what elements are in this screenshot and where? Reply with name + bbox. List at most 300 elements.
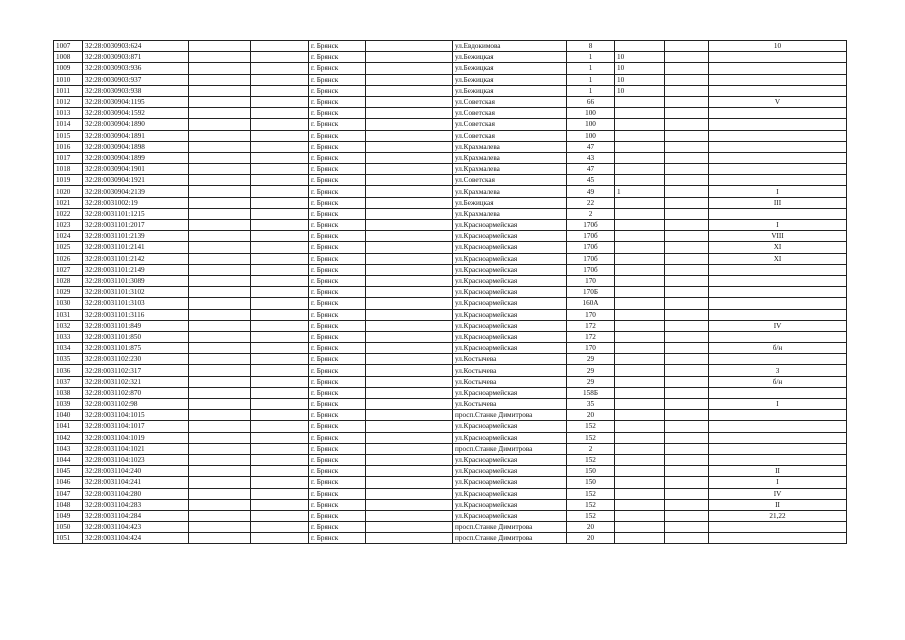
apartment-cell: [615, 410, 665, 421]
table-row: [54, 197, 847, 208]
city-cell: г. Брянск: [309, 108, 366, 119]
city-cell: г. Брянск: [309, 119, 366, 130]
empty-cell: [366, 264, 453, 275]
empty-cell: [665, 52, 709, 63]
city-cell: г. Брянск: [309, 533, 366, 544]
empty-cell: [366, 208, 453, 219]
empty-cell: [251, 264, 309, 275]
room-mark-cell: 3: [709, 365, 847, 376]
cadastral-number-cell: 32:28:0030903:938: [83, 85, 189, 96]
cadastral-number-cell: 32:28:0031102:321: [83, 376, 189, 387]
empty-cell: [251, 108, 309, 119]
empty-cell: [366, 108, 453, 119]
empty-cell: [251, 320, 309, 331]
room-mark-cell: [709, 141, 847, 152]
row-number-cell: 1010: [54, 74, 83, 85]
city-cell: г. Брянск: [309, 454, 366, 465]
empty-cell: [189, 164, 251, 175]
empty-cell: [366, 376, 453, 387]
city-cell: г. Брянск: [309, 421, 366, 432]
apartment-cell: [615, 164, 665, 175]
city-cell: г. Брянск: [309, 354, 366, 365]
house-number-cell: 43: [567, 152, 615, 163]
table-row: [54, 52, 847, 63]
empty-cell: [189, 320, 251, 331]
room-mark-cell: [709, 264, 847, 275]
apartment-cell: [615, 399, 665, 410]
cadastral-number-cell: 32:28:0030904:2139: [83, 186, 189, 197]
city-cell: г. Брянск: [309, 499, 366, 510]
house-number-cell: 152: [567, 488, 615, 499]
empty-cell: [665, 466, 709, 477]
empty-cell: [251, 331, 309, 342]
street-cell: ул.Крахмалева: [453, 186, 567, 197]
empty-cell: [189, 510, 251, 521]
street-cell: ул.Красноармейская: [453, 499, 567, 510]
cadastral-number-cell: 32:28:0031104:1015: [83, 410, 189, 421]
room-mark-cell: [709, 130, 847, 141]
room-mark-cell: [709, 52, 847, 63]
row-number-cell: 1037: [54, 376, 83, 387]
table-row: [54, 421, 847, 432]
table-row: [54, 108, 847, 119]
empty-cell: [366, 74, 453, 85]
house-number-cell: 172: [567, 331, 615, 342]
empty-cell: [665, 410, 709, 421]
house-number-cell: 1: [567, 85, 615, 96]
table-body: [54, 41, 847, 544]
empty-cell: [189, 141, 251, 152]
cadastral-number-cell: 32:28:0031102:317: [83, 365, 189, 376]
room-mark-cell: [709, 287, 847, 298]
room-mark-cell: [709, 164, 847, 175]
room-mark-cell: [709, 175, 847, 186]
row-number-cell: 1035: [54, 354, 83, 365]
apartment-cell: [615, 421, 665, 432]
table-row: [54, 164, 847, 175]
empty-cell: [251, 175, 309, 186]
table-row: [54, 343, 847, 354]
cadastral-number-cell: 32:28:0030904:1891: [83, 130, 189, 141]
empty-cell: [189, 63, 251, 74]
cadastral-number-cell: 32:28:0031002:19: [83, 197, 189, 208]
empty-cell: [366, 197, 453, 208]
room-mark-cell: [709, 421, 847, 432]
table-row: [54, 499, 847, 510]
empty-cell: [665, 41, 709, 52]
empty-cell: [366, 466, 453, 477]
row-number-cell: 1031: [54, 309, 83, 320]
empty-cell: [251, 85, 309, 96]
empty-cell: [189, 152, 251, 163]
empty-cell: [189, 220, 251, 231]
street-cell: ул.Красноармейская: [453, 387, 567, 398]
apartment-cell: [615, 466, 665, 477]
row-number-cell: 1014: [54, 119, 83, 130]
empty-cell: [665, 354, 709, 365]
city-cell: г. Брянск: [309, 52, 366, 63]
empty-cell: [189, 298, 251, 309]
room-mark-cell: [709, 443, 847, 454]
empty-cell: [251, 96, 309, 107]
empty-cell: [665, 96, 709, 107]
cadastral-number-cell: 32:28:0030903:624: [83, 41, 189, 52]
cadastral-number-cell: 32:28:0031101:2017: [83, 220, 189, 231]
street-cell: просп.Станке Димитрова: [453, 410, 567, 421]
city-cell: г. Брянск: [309, 443, 366, 454]
city-cell: г. Брянск: [309, 365, 366, 376]
empty-cell: [189, 108, 251, 119]
table-row: [54, 130, 847, 141]
empty-cell: [251, 466, 309, 477]
cadastral-number-cell: 32:28:0030904:1592: [83, 108, 189, 119]
empty-cell: [665, 522, 709, 533]
apartment-cell: [615, 141, 665, 152]
empty-cell: [189, 96, 251, 107]
empty-cell: [251, 376, 309, 387]
apartment-cell: [615, 510, 665, 521]
table-row: [54, 63, 847, 74]
empty-cell: [366, 231, 453, 242]
empty-cell: [665, 454, 709, 465]
city-cell: г. Брянск: [309, 96, 366, 107]
street-cell: ул.Советская: [453, 108, 567, 119]
row-number-cell: 1017: [54, 152, 83, 163]
row-number-cell: 1032: [54, 320, 83, 331]
empty-cell: [665, 264, 709, 275]
street-cell: ул.Бежицкая: [453, 197, 567, 208]
empty-cell: [189, 477, 251, 488]
cadastral-number-cell: 32:28:0031104:424: [83, 533, 189, 544]
empty-cell: [366, 343, 453, 354]
city-cell: г. Брянск: [309, 432, 366, 443]
empty-cell: [189, 197, 251, 208]
room-mark-cell: [709, 354, 847, 365]
room-mark-cell: [709, 74, 847, 85]
empty-cell: [251, 152, 309, 163]
cadastral-number-cell: 32:28:0030903:937: [83, 74, 189, 85]
row-number-cell: 1042: [54, 432, 83, 443]
empty-cell: [665, 365, 709, 376]
empty-cell: [665, 432, 709, 443]
house-number-cell: 170б: [567, 220, 615, 231]
street-cell: ул.Красноармейская: [453, 309, 567, 320]
empty-cell: [189, 466, 251, 477]
house-number-cell: 150: [567, 477, 615, 488]
empty-cell: [366, 253, 453, 264]
city-cell: г. Брянск: [309, 287, 366, 298]
street-cell: ул.Красноармейская: [453, 298, 567, 309]
city-cell: г. Брянск: [309, 152, 366, 163]
cadastral-number-cell: 32:28:0031104:283: [83, 499, 189, 510]
city-cell: г. Брянск: [309, 130, 366, 141]
empty-cell: [665, 231, 709, 242]
apartment-cell: [615, 231, 665, 242]
empty-cell: [366, 410, 453, 421]
room-mark-cell: [709, 119, 847, 130]
room-mark-cell: [709, 275, 847, 286]
empty-cell: [189, 287, 251, 298]
empty-cell: [189, 387, 251, 398]
street-cell: ул.Красноармейская: [453, 320, 567, 331]
apartment-cell: [615, 477, 665, 488]
empty-cell: [189, 522, 251, 533]
empty-cell: [251, 533, 309, 544]
empty-cell: [366, 52, 453, 63]
empty-cell: [665, 499, 709, 510]
empty-cell: [251, 387, 309, 398]
room-mark-cell: [709, 454, 847, 465]
apartment-cell: [615, 454, 665, 465]
empty-cell: [665, 533, 709, 544]
cadastral-number-cell: 32:28:0031102:98: [83, 399, 189, 410]
empty-cell: [189, 354, 251, 365]
room-mark-cell: [709, 410, 847, 421]
empty-cell: [366, 141, 453, 152]
cadastral-number-cell: 32:28:0031104:1023: [83, 454, 189, 465]
apartment-cell: [615, 331, 665, 342]
room-mark-cell: II: [709, 499, 847, 510]
empty-cell: [251, 522, 309, 533]
cadastral-number-cell: 32:28:0031101:3116: [83, 309, 189, 320]
apartment-cell: [615, 343, 665, 354]
empty-cell: [665, 108, 709, 119]
empty-cell: [665, 376, 709, 387]
empty-cell: [189, 264, 251, 275]
house-number-cell: 20: [567, 522, 615, 533]
house-number-cell: 170: [567, 309, 615, 320]
street-cell: ул.Красноармейская: [453, 477, 567, 488]
empty-cell: [251, 141, 309, 152]
street-cell: ул.Красноармейская: [453, 287, 567, 298]
city-cell: г. Брянск: [309, 275, 366, 286]
room-mark-cell: б/н: [709, 376, 847, 387]
empty-cell: [251, 309, 309, 320]
empty-cell: [251, 298, 309, 309]
street-cell: ул.Советская: [453, 175, 567, 186]
table-row: [54, 354, 847, 365]
empty-cell: [251, 477, 309, 488]
room-mark-cell: [709, 208, 847, 219]
empty-cell: [366, 85, 453, 96]
cadastral-number-cell: 32:28:0030904:1898: [83, 141, 189, 152]
row-number-cell: 1028: [54, 275, 83, 286]
cadastral-number-cell: 32:28:0030904:1901: [83, 164, 189, 175]
street-cell: ул.Красноармейская: [453, 275, 567, 286]
house-number-cell: 47: [567, 164, 615, 175]
apartment-cell: 10: [615, 74, 665, 85]
house-number-cell: 29: [567, 365, 615, 376]
house-number-cell: 172: [567, 320, 615, 331]
street-cell: ул.Крахмалева: [453, 164, 567, 175]
room-mark-cell: V: [709, 96, 847, 107]
empty-cell: [189, 365, 251, 376]
row-number-cell: 1033: [54, 331, 83, 342]
empty-cell: [251, 41, 309, 52]
room-mark-cell: I: [709, 186, 847, 197]
table-row: [54, 231, 847, 242]
house-number-cell: 1: [567, 74, 615, 85]
cadastral-number-cell: 32:28:0030904:1890: [83, 119, 189, 130]
table-row: [54, 220, 847, 231]
table-row: [54, 264, 847, 275]
city-cell: г. Брянск: [309, 331, 366, 342]
empty-cell: [251, 354, 309, 365]
street-cell: ул.Красноармейская: [453, 421, 567, 432]
empty-cell: [189, 432, 251, 443]
street-cell: ул.Крахмалева: [453, 152, 567, 163]
empty-cell: [189, 376, 251, 387]
street-cell: ул.Бежицкая: [453, 52, 567, 63]
row-number-cell: 1027: [54, 264, 83, 275]
table-row: [54, 298, 847, 309]
empty-cell: [665, 197, 709, 208]
row-number-cell: 1040: [54, 410, 83, 421]
apartment-cell: [615, 275, 665, 286]
empty-cell: [366, 533, 453, 544]
table-row: [54, 287, 847, 298]
empty-cell: [366, 63, 453, 74]
row-number-cell: 1034: [54, 343, 83, 354]
apartment-cell: [615, 130, 665, 141]
empty-cell: [665, 253, 709, 264]
house-number-cell: 170б: [567, 264, 615, 275]
empty-cell: [366, 488, 453, 499]
row-number-cell: 1007: [54, 41, 83, 52]
table-row: [54, 443, 847, 454]
empty-cell: [189, 399, 251, 410]
house-number-cell: 170: [567, 343, 615, 354]
property-register-table: [53, 40, 847, 544]
empty-cell: [366, 164, 453, 175]
room-mark-cell: [709, 63, 847, 74]
room-mark-cell: I: [709, 220, 847, 231]
table-row: [54, 533, 847, 544]
table-row: [54, 309, 847, 320]
empty-cell: [189, 533, 251, 544]
apartment-cell: [615, 264, 665, 275]
table-row: [54, 208, 847, 219]
empty-cell: [189, 85, 251, 96]
empty-cell: [251, 74, 309, 85]
room-mark-cell: 10: [709, 41, 847, 52]
empty-cell: [251, 52, 309, 63]
apartment-cell: [615, 220, 665, 231]
empty-cell: [251, 443, 309, 454]
cadastral-number-cell: 32:28:0031101:3102: [83, 287, 189, 298]
empty-cell: [366, 443, 453, 454]
cadastral-number-cell: 32:28:0031101:2139: [83, 231, 189, 242]
city-cell: г. Брянск: [309, 510, 366, 521]
city-cell: г. Брянск: [309, 220, 366, 231]
street-cell: ул.Красноармейская: [453, 253, 567, 264]
house-number-cell: 152: [567, 432, 615, 443]
row-number-cell: 1021: [54, 197, 83, 208]
apartment-cell: [615, 354, 665, 365]
cadastral-number-cell: 32:28:0030904:1195: [83, 96, 189, 107]
street-cell: ул.Советская: [453, 96, 567, 107]
cadastral-number-cell: 32:28:0030903:871: [83, 52, 189, 63]
empty-cell: [665, 298, 709, 309]
empty-cell: [366, 432, 453, 443]
cadastral-number-cell: 32:28:0031102:870: [83, 387, 189, 398]
cadastral-number-cell: 32:28:0031101:2142: [83, 253, 189, 264]
empty-cell: [251, 253, 309, 264]
cadastral-number-cell: 32:28:0031104:241: [83, 477, 189, 488]
city-cell: г. Брянск: [309, 63, 366, 74]
row-number-cell: 1038: [54, 387, 83, 398]
street-cell: ул.Бежицкая: [453, 85, 567, 96]
cadastral-number-cell: 32:28:0031101:1215: [83, 208, 189, 219]
empty-cell: [189, 410, 251, 421]
cadastral-number-cell: 32:28:0031104:280: [83, 488, 189, 499]
empty-cell: [665, 443, 709, 454]
table-row: [54, 275, 847, 286]
house-number-cell: 66: [567, 96, 615, 107]
empty-cell: [366, 287, 453, 298]
empty-cell: [366, 175, 453, 186]
empty-cell: [189, 231, 251, 242]
apartment-cell: 1: [615, 186, 665, 197]
apartment-cell: [615, 365, 665, 376]
empty-cell: [251, 343, 309, 354]
cadastral-number-cell: 32:28:0031102:230: [83, 354, 189, 365]
empty-cell: [366, 499, 453, 510]
house-number-cell: 1: [567, 63, 615, 74]
empty-cell: [189, 443, 251, 454]
row-number-cell: 1039: [54, 399, 83, 410]
house-number-cell: 170Б: [567, 287, 615, 298]
empty-cell: [251, 399, 309, 410]
empty-cell: [251, 410, 309, 421]
street-cell: ул.Красноармейская: [453, 488, 567, 499]
empty-cell: [665, 130, 709, 141]
street-cell: ул.Красноармейская: [453, 432, 567, 443]
city-cell: г. Брянск: [309, 320, 366, 331]
street-cell: ул.Красноармейская: [453, 264, 567, 275]
house-number-cell: 152: [567, 510, 615, 521]
room-mark-cell: VIII: [709, 231, 847, 242]
table-row: [54, 376, 847, 387]
city-cell: г. Брянск: [309, 466, 366, 477]
table-row: [54, 186, 847, 197]
house-number-cell: 158Б: [567, 387, 615, 398]
row-number-cell: 1016: [54, 141, 83, 152]
cadastral-number-cell: 32:28:0031101:875: [83, 343, 189, 354]
table-row: [54, 85, 847, 96]
room-mark-cell: [709, 533, 847, 544]
apartment-cell: [615, 96, 665, 107]
city-cell: г. Брянск: [309, 231, 366, 242]
empty-cell: [189, 331, 251, 342]
apartment-cell: [615, 197, 665, 208]
room-mark-cell: 21,22: [709, 510, 847, 521]
row-number-cell: 1024: [54, 231, 83, 242]
row-number-cell: 1044: [54, 454, 83, 465]
apartment-cell: [615, 41, 665, 52]
cadastral-number-cell: 32:28:0030904:1921: [83, 175, 189, 186]
empty-cell: [366, 309, 453, 320]
street-cell: ул.Крахмалева: [453, 141, 567, 152]
table-row: [54, 522, 847, 533]
apartment-cell: [615, 320, 665, 331]
house-number-cell: 8: [567, 41, 615, 52]
cadastral-number-cell: 32:28:0031101:2141: [83, 242, 189, 253]
row-number-cell: 1048: [54, 499, 83, 510]
apartment-cell: [615, 499, 665, 510]
apartment-cell: [615, 152, 665, 163]
empty-cell: [189, 52, 251, 63]
